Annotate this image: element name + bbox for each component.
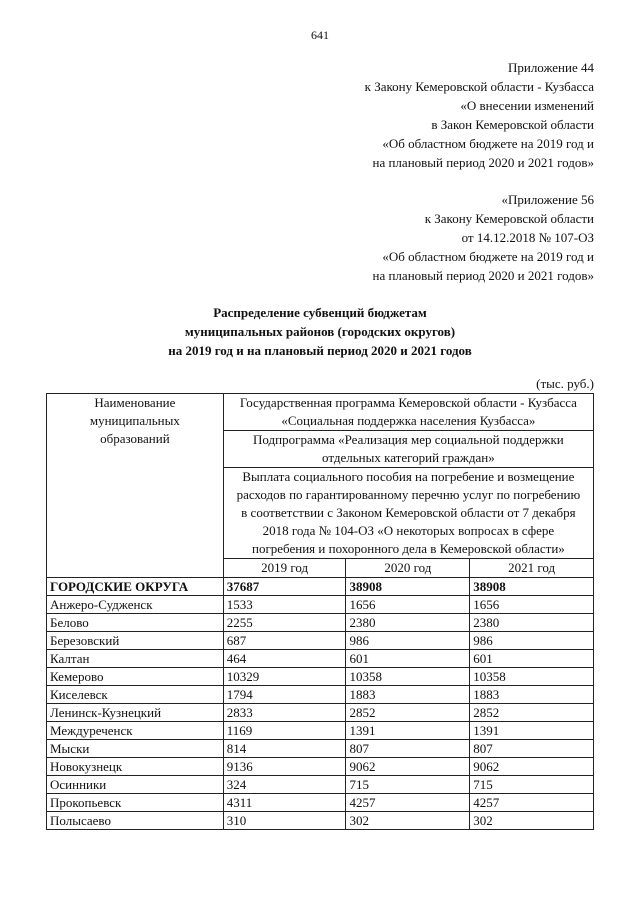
value-2020: 2852 (346, 704, 470, 722)
title-line: муниципальных районов (городских округов) (184, 324, 456, 339)
value-2019: 2255 (223, 614, 346, 632)
appendix-56-line: «Приложение 56 (501, 192, 594, 207)
municipality-name: Междуреченск (47, 722, 224, 740)
value-2020: 2380 (346, 614, 470, 632)
program-header (223, 394, 593, 431)
name-header-line: образований (100, 431, 170, 446)
municipality-name: Калтан (47, 650, 224, 668)
total-name: ГОРОДСКИЕ ОКРУГА (47, 578, 224, 596)
value-2019: 814 (223, 740, 346, 758)
name-header-line: Наименование (94, 395, 176, 410)
measure-header (223, 468, 593, 559)
appendix-44-line: к Закону Кемеровской области - Кузбасса (364, 79, 594, 94)
value-2021: 1656 (470, 596, 594, 614)
measure-line: в соответствии с Законом Кемеровской области от 7 декабря (241, 505, 576, 520)
municipality-name: Анжеро-Судженск (47, 596, 224, 614)
title-line: на 2019 год и на плановый период 2020 и 2021 годов (168, 343, 472, 358)
value-2021: 1391 (470, 722, 594, 740)
value-2019: 310 (223, 812, 346, 830)
table-row (47, 650, 594, 668)
municipality-name: Новокузнецк (47, 758, 224, 776)
value-2020: 9062 (346, 758, 470, 776)
total-row (47, 578, 594, 596)
value-2021: 807 (470, 740, 594, 758)
municipality-name: Кемерово (47, 668, 224, 686)
year-header-2019: 2019 год (223, 559, 346, 578)
value-2019: 1533 (223, 596, 346, 614)
table-row (47, 722, 594, 740)
value-2020: 1656 (346, 596, 470, 614)
municipality-name: Белово (47, 614, 224, 632)
value-2019: 687 (223, 632, 346, 650)
appendix-44-line: в Закон Кемеровской области (431, 117, 594, 132)
value-2020: 715 (346, 776, 470, 794)
value-2021: 986 (470, 632, 594, 650)
value-2019: 2833 (223, 704, 346, 722)
appendix-44-line: на плановый период 2020 и 2021 годов» (372, 155, 594, 170)
appendix-56-line: «Об областном бюджете на 2019 год и (382, 249, 594, 264)
total-2020: 38908 (346, 578, 470, 596)
value-2020: 1391 (346, 722, 470, 740)
measure-line: расходов по гарантированному перечню услуг по погребению (236, 487, 581, 502)
value-2021: 715 (470, 776, 594, 794)
value-2019: 9136 (223, 758, 346, 776)
appendix-56-line: от 14.12.2018 № 107-ОЗ (461, 230, 594, 245)
value-2021: 2852 (470, 704, 594, 722)
municipality-name: Мыски (47, 740, 224, 758)
value-2021: 10358 (470, 668, 594, 686)
value-2019: 464 (223, 650, 346, 668)
table-row (47, 758, 594, 776)
appendix-44-header (365, 58, 594, 172)
table-row (47, 668, 594, 686)
total-2019: 37687 (223, 578, 346, 596)
value-2021: 9062 (470, 758, 594, 776)
page-number: 641 (311, 28, 329, 42)
value-2021: 2380 (470, 614, 594, 632)
header-row-program (47, 394, 594, 431)
value-2020: 302 (346, 812, 470, 830)
measure-line: 2018 года № 104-ОЗ «О некоторых вопросах в сфере (262, 523, 555, 538)
table-row (47, 776, 594, 794)
title-line: Распределение субвенций бюджетам (213, 305, 427, 320)
value-2020: 1883 (346, 686, 470, 704)
value-2020: 4257 (346, 794, 470, 812)
subprogram-line: Подпрограмма «Реализация мер социальной поддержки (253, 432, 564, 447)
table-row (47, 614, 594, 632)
document-title (0, 303, 640, 360)
appendix-44-line: «Об областном бюджете на 2019 год и (382, 136, 594, 151)
total-2021: 38908 (470, 578, 594, 596)
appendix-56-line: к Закону Кемеровской области (424, 211, 594, 226)
value-2020: 601 (346, 650, 470, 668)
value-2020: 10358 (346, 668, 470, 686)
subprogram-line: отдельных категорий граждан» (322, 450, 495, 465)
measure-line: Выплата социального пособия на погребение и возмещение (242, 469, 575, 484)
program-line: «Социальная поддержка населения Кузбасса» (281, 413, 536, 428)
table-row (47, 596, 594, 614)
value-2021: 302 (470, 812, 594, 830)
value-2019: 324 (223, 776, 346, 794)
appendix-44-line: Приложение 44 (507, 60, 594, 75)
subprogram-header (223, 431, 593, 468)
value-2021: 1883 (470, 686, 594, 704)
name-column-header (47, 394, 224, 578)
program-line: Государственная программа Кемеровской области - Кузбасса (239, 395, 577, 410)
table-row (47, 740, 594, 758)
subsidy-table (46, 393, 594, 830)
table-row (47, 812, 594, 830)
appendix-56-line: на плановый период 2020 и 2021 годов» (372, 268, 594, 283)
municipality-name: Полысаево (47, 812, 224, 830)
municipality-name: Киселевск (47, 686, 224, 704)
value-2020: 807 (346, 740, 470, 758)
table-row (47, 704, 594, 722)
appendix-44-line: «О внесении изменений (460, 98, 594, 113)
year-header-2021: 2021 год (470, 559, 594, 578)
value-2019: 4311 (223, 794, 346, 812)
table-row (47, 632, 594, 650)
measure-line: погребения и похоронного дела в Кемеровской области» (251, 541, 565, 556)
value-2021: 4257 (470, 794, 594, 812)
value-2019: 1794 (223, 686, 346, 704)
municipality-name: Березовский (47, 632, 224, 650)
municipality-name: Ленинск-Кузнецкий (47, 704, 224, 722)
appendix-56-header (373, 190, 595, 285)
table-row (47, 794, 594, 812)
table-row (47, 686, 594, 704)
value-2019: 1169 (223, 722, 346, 740)
municipality-name: Прокопьевск (47, 794, 224, 812)
name-header-line: муниципальных (89, 413, 180, 428)
units-label: (тыс. руб.) (536, 376, 594, 391)
municipality-name: Осинники (47, 776, 224, 794)
value-2019: 10329 (223, 668, 346, 686)
value-2020: 986 (346, 632, 470, 650)
value-2021: 601 (470, 650, 594, 668)
year-header-2020: 2020 год (346, 559, 470, 578)
